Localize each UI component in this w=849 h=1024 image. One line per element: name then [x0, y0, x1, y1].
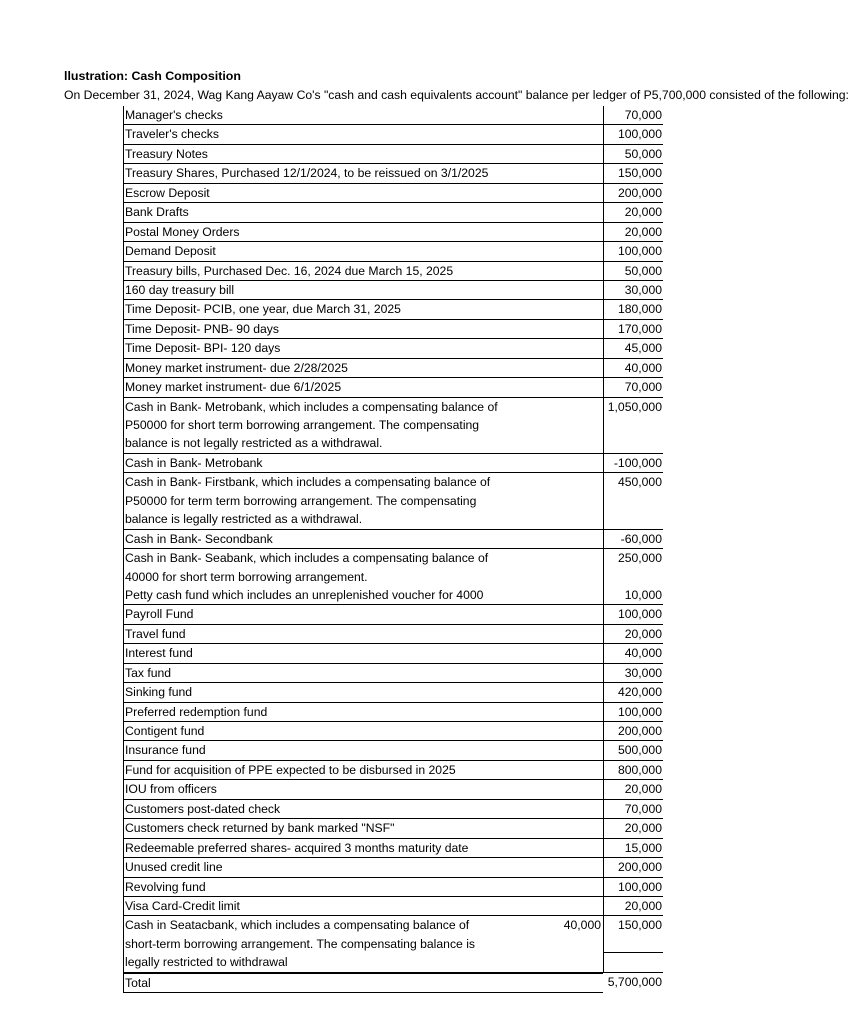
ledger-item-amount: 1,050,000: [603, 398, 663, 416]
ledger-item-amount: 200,000: [603, 184, 663, 203]
ledger-row: [123, 125, 663, 144]
ledger-item-amount: 100,000: [603, 878, 663, 897]
description-line: Cash in Bank- Secondbank: [125, 531, 273, 546]
description-line: Manager's checks: [125, 108, 223, 122]
ledger-item-amount: 150,000: [603, 164, 663, 183]
ledger-item-description: [123, 839, 603, 858]
ledger-item-description: [123, 262, 603, 281]
ledger-row: [123, 625, 663, 644]
ledger-row: [123, 320, 663, 339]
ledger-item-description: [123, 145, 603, 164]
description-line: Travel fund: [125, 626, 186, 641]
ledger-item-amount: 15,000: [603, 839, 663, 858]
description-line: Time Deposit- BPI- 120 days: [125, 341, 281, 356]
ledger-row: [123, 741, 663, 760]
ledger-row: [123, 703, 663, 722]
total-amount: 5,700,000: [607, 974, 662, 989]
ledger-item-description: [123, 359, 603, 378]
ledger-item-amount: 20,000: [603, 203, 663, 222]
ledger-item-description: [123, 184, 603, 203]
description-line: Fund for acquisition of PPE expected to be disbursed in 2025: [125, 762, 456, 777]
ledger-row: [123, 378, 663, 397]
ledger-item-amount: 20,000: [603, 780, 663, 799]
ledger-item-amount: 100,000: [603, 242, 663, 261]
description-line: Money market instrument- due 6/1/2025: [125, 380, 342, 395]
ledger-row: [123, 780, 663, 799]
ledger-item-amount: 50,000: [603, 145, 663, 164]
description-line: Revolving fund: [125, 879, 206, 894]
description-line: Escrow Deposit: [125, 185, 210, 200]
ledger-row: [123, 878, 663, 897]
total-row: [123, 973, 663, 993]
ledger-row: [123, 916, 663, 972]
ledger-item-amount: 30,000: [603, 281, 663, 300]
ledger-item-description: [123, 530, 603, 549]
ledger-row: [123, 262, 663, 281]
ledger-item-amount: 100,000: [603, 125, 663, 144]
ledger-item-description: [123, 644, 603, 663]
ledger-row: [123, 858, 663, 877]
description-line: 40000 for short term borrowing arrangement.: [125, 569, 368, 584]
ledger-item-amount: 500,000: [603, 741, 663, 760]
description-line: Time Deposit- PNB- 90 days: [125, 321, 279, 336]
description-line: Postal Money Orders: [125, 224, 240, 239]
description-line: Demand Deposit: [125, 244, 216, 259]
total-label: Total: [123, 973, 603, 993]
ledger-row: [123, 398, 663, 454]
ledger-item-description: [123, 281, 603, 300]
ledger-item-description: [123, 339, 603, 358]
ledger-item-amount: 200,000: [603, 722, 663, 741]
ledger-row: [123, 819, 663, 838]
ledger-row: [123, 300, 663, 319]
description-line: Petty cash fund which includes an unreplenished voucher for 4000: [125, 587, 484, 602]
ledger-item-description: [123, 761, 603, 780]
ledger-item-description: [123, 916, 603, 972]
ledger-item-amount: 20,000: [603, 625, 663, 644]
description-line: Cash in Seatacbank, which includes a compensating balance of: [125, 918, 470, 933]
ledger-item-amount: -60,000: [603, 530, 663, 549]
ledger-item-description: [123, 683, 603, 702]
ledger-row: [123, 203, 663, 222]
description-line: 160 day treasury bill: [125, 282, 235, 297]
ledger-row: [123, 530, 663, 549]
ledger-row: [123, 664, 663, 683]
description-line: Customers check returned by bank marked "NSF": [125, 821, 395, 836]
ledger-item-description: [123, 378, 603, 397]
compensating-balance-amount: 40,000: [563, 918, 601, 933]
amount-divider: [603, 952, 663, 953]
ledger-item-description: [123, 780, 603, 799]
ledger-row: [123, 281, 663, 300]
ledger-item-description: [123, 664, 603, 683]
ledger-item-amount: 10,000: [603, 586, 663, 605]
ledger-row: [123, 722, 663, 741]
description-line: Tax fund: [125, 665, 172, 680]
description-line: Treasury Shares, Purchased 12/1/2024, to be reissued on 3/1/2025: [125, 166, 489, 181]
description-line: legally restricted to withdrawal: [125, 955, 288, 970]
ledger-item-description: [123, 125, 603, 144]
ledger-item-description: [123, 300, 603, 319]
ledger-row: [123, 359, 663, 378]
ledger-item-description: [123, 454, 603, 473]
ledger-item-amount: 200,000: [603, 858, 663, 877]
ledger-item-amount: 70,000: [603, 800, 663, 819]
ledger-item-description: [123, 722, 603, 741]
description-line: Time Deposit- PCIB, one year, due March 31, 2025: [125, 302, 401, 317]
ledger-item-amount: 30,000: [603, 664, 663, 683]
ledger-item-description: [123, 800, 603, 819]
ledger-item-amount: 100,000: [603, 605, 663, 624]
ledger-item-amount: 70,000: [603, 106, 663, 125]
ledger-item-amount: 250,000: [603, 549, 663, 567]
description-line: Cash in Bank- Seabank, which includes a compensating balance of: [125, 551, 489, 566]
ledger-item-description: [123, 703, 603, 722]
ledger-row: [123, 605, 663, 624]
description-line: Customers post-dated check: [125, 801, 281, 816]
ledger-item-description: [123, 549, 603, 586]
ledger-item-description: [123, 858, 603, 877]
ledger-row: [123, 106, 663, 125]
ledger-row: [123, 644, 663, 663]
ledger-item-description: [123, 897, 603, 916]
ledger-row: [123, 800, 663, 819]
ledger-item-description: [123, 320, 603, 339]
ledger-item-description: [123, 586, 603, 605]
ledger-row: [123, 339, 663, 358]
ledger-table: [123, 106, 663, 993]
ledger-item-description: [123, 203, 603, 222]
ledger-item-description: [123, 242, 603, 261]
ledger-item-amount: 40,000: [603, 359, 663, 378]
ledger-item-amount: 40,000: [603, 644, 663, 663]
ledger-item-description: [123, 223, 603, 242]
ledger-item-amount: 180,000: [603, 300, 663, 319]
ledger-row: [123, 897, 663, 916]
ledger-item-amount: 20,000: [603, 223, 663, 242]
ledger-row: [123, 761, 663, 780]
ledger-item-description: [123, 398, 603, 454]
ledger-item-description: [123, 819, 603, 838]
description-line: short-term borrowing arrangement. The compensating balance is: [125, 936, 476, 951]
description-line: Visa Card-Credit limit: [125, 898, 240, 913]
ledger-row: [123, 683, 663, 702]
ledger-item-amount: 170,000: [603, 320, 663, 339]
ledger-row: [123, 549, 663, 586]
page-title: llustration: Cash Composition: [64, 69, 241, 83]
ledger-item-description: [123, 164, 603, 183]
description-line: Bank Drafts: [125, 205, 189, 220]
description-line: Preferred redemption fund: [125, 704, 268, 719]
description-line: Redeemable preferred shares- acquired 3 months maturity date: [125, 840, 469, 855]
description-line: Insurance fund: [125, 743, 206, 758]
description-line: Treasury bills, Purchased Dec. 16, 2024 due March 15, 2025: [125, 263, 454, 278]
description-line: Traveler's checks: [125, 127, 219, 142]
ledger-row: [123, 145, 663, 164]
description-line: Sinking fund: [125, 685, 193, 700]
ledger-item-amount: 420,000: [603, 683, 663, 702]
description-line: IOU from officers: [125, 782, 217, 797]
description-line: Cash in Bank- Firstbank, which includes a compensating balance of: [125, 475, 491, 490]
description-line: Money market instrument- due 2/28/2025: [125, 360, 348, 375]
ledger-item-amount: -100,000: [603, 454, 663, 473]
ledger-row: [123, 223, 663, 242]
ledger-item-amount: 100,000: [603, 703, 663, 722]
ledger-item-amount: 20,000: [603, 897, 663, 916]
ledger-item-amount: 70,000: [603, 378, 663, 397]
ledger-item-description: [123, 106, 603, 125]
description-line: Treasury Notes: [125, 146, 208, 161]
description-line: balance is legally restricted as a withdrawal.: [125, 512, 363, 527]
description-line: Interest fund: [125, 646, 193, 661]
ledger-item-description: [123, 741, 603, 760]
ledger-item-description: [123, 605, 603, 624]
ledger-item-description: [123, 625, 603, 644]
ledger-row: [123, 242, 663, 261]
ledger-item-amount: 45,000: [603, 339, 663, 358]
ledger-item-amount: 20,000: [603, 819, 663, 838]
description-line: Payroll Fund: [125, 607, 194, 622]
description-line: balance is not legally restricted as a withdrawal.: [125, 436, 383, 451]
ledger-item-amount: 50,000: [603, 262, 663, 281]
description-line: Unused credit line: [125, 860, 223, 875]
description-line: Cash in Bank- Metrobank: [125, 455, 263, 470]
ledger-item-amount: 800,000: [603, 761, 663, 780]
ledger-item-amount: 150,000: [603, 916, 663, 934]
description-line: P50000 for term term borrowing arrangement. The compensating: [125, 493, 477, 508]
ledger-item-amount: 450,000: [603, 473, 663, 491]
ledger-row: [123, 586, 663, 605]
ledger-row: [123, 184, 663, 203]
ledger-item-description: [123, 473, 603, 529]
ledger-row: [123, 473, 663, 529]
ledger-row: [123, 454, 663, 473]
ledger-row: [123, 839, 663, 858]
description-line: Contigent fund: [125, 724, 205, 738]
description-line: P50000 for short term borrowing arrangement. The compensating: [125, 418, 480, 432]
ledger-row: [123, 164, 663, 183]
ledger-item-description: [123, 878, 603, 897]
description-line: Cash in Bank- Metrobank, which includes a compensating balance of: [125, 399, 498, 414]
intro-paragraph: On December 31, 2024, Wag Kang Aayaw Co's "cash and cash equivalents account" balance per ledger of P5,700,000 consisted of the following:: [64, 88, 849, 102]
